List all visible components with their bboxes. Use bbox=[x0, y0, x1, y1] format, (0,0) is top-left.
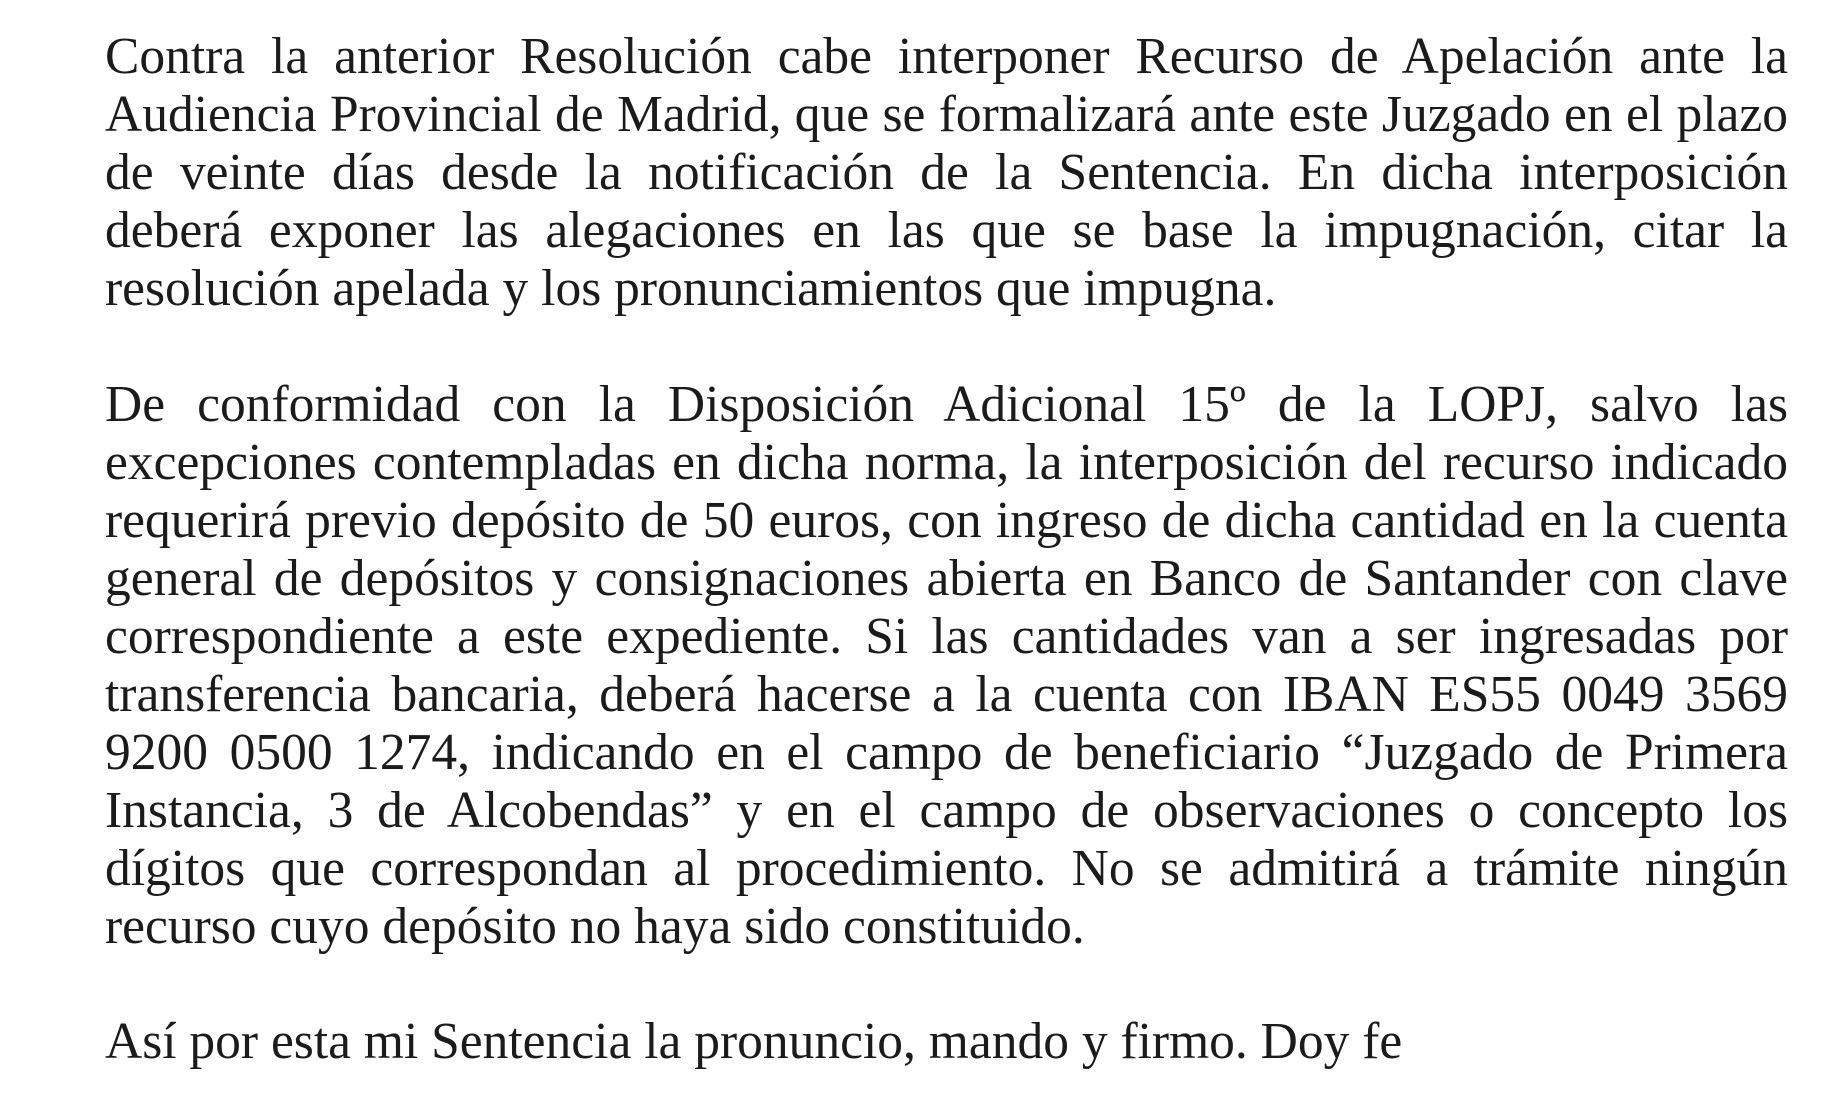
paragraph-closing-formula: Así por esta mi Sentencia la pronuncio, mando y firmo. Doy fe bbox=[105, 1013, 1403, 1070]
paragraph-appeal-notice: Contra la anterior Resolución cabe interponer Recurso de Apelación ante la Audiencia Provincial de Madrid, que se formalizará ante este Juzgado en el plazo de veinte días desde la notificación de la Sentencia. En dicha interposición deberá exponer las alegaciones en las que se base la impugnación, citar la resolución apelada y los pronunciamientos que impugna. bbox=[105, 28, 1788, 317]
paragraph-deposit-requirement: De conformidad con la Disposición Adicional 15º de la LOPJ, salvo las excepciones contempladas en dicha norma, la interposición del recurso indicado requerirá previo depósito de 50 euros, con ingreso de dicha cantidad en la cuenta general de depósitos y consignaciones abierta en Banco de Santander con clave correspondiente a este expediente. Si las cantidades van a ser ingresadas por transferencia bancaria, deberá hacerse a la cuenta con IBAN ES55 0049 3569 9200 0500 1274, indicando en el campo de beneficiario “Juzgado de Primera Instancia, 3 de Alcobendas” y en el campo de observaciones o concepto los dígitos que correspondan al procedimiento. No se admitirá a trámite ningún recurso cuyo depósito no haya sido constituido. bbox=[105, 376, 1788, 955]
document-page bbox=[105, 28, 1788, 1071]
